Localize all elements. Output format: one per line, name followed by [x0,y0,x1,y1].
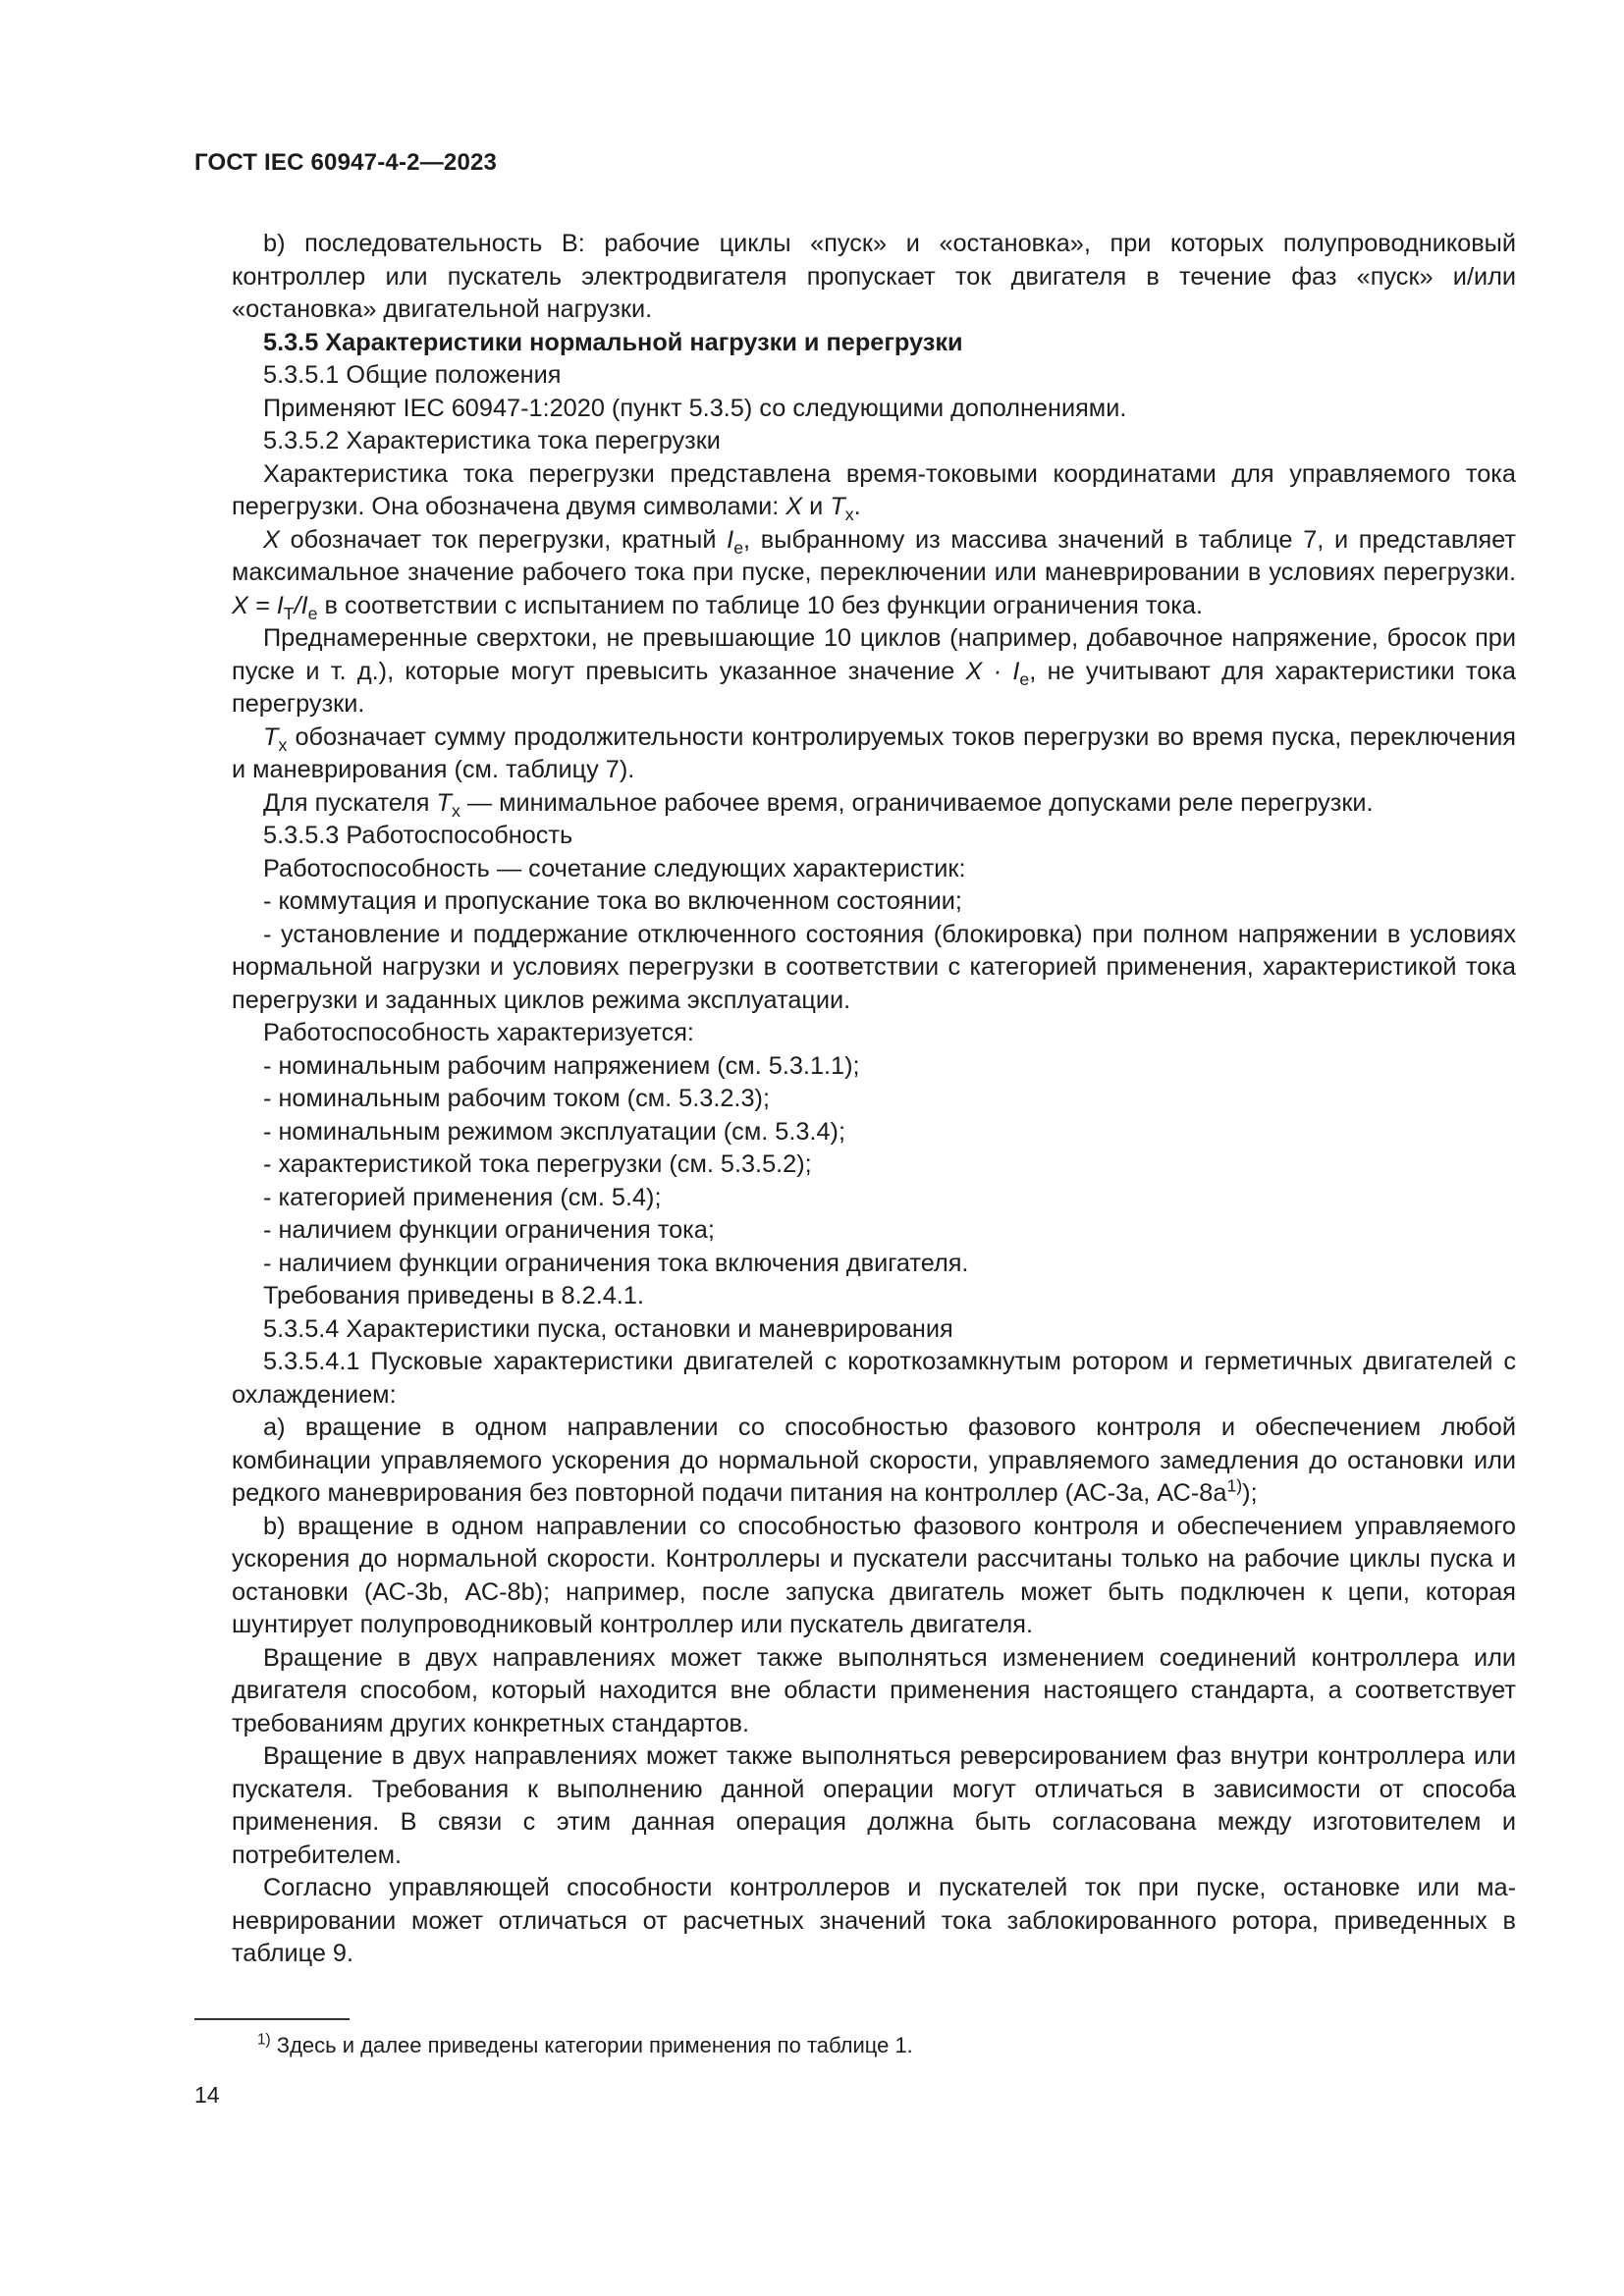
footnote-mark: 1) [257,2031,271,2049]
paragraph: Вращение в двух направлениях может также выполняться изменением соединений контроллера или двигателя способом, который находится вне области применения настоящего стандарта, а соответствует требованиям других конкретных стандартов. [232,1643,1516,1737]
paragraph: X обозначает ток перегрузки, кратный $I_e$, выбранному из массива значений в таблице 7, и представляет максимальное значение рабочего тока при пуске, переключении или маневрировании в условиях перегрузки. $X = I_T/I_e$ в соответствии с испытанием по таблице 10 без функции ограничения тока. [232,525,1516,623]
list-item: - номинальным рабочим напряжением (см. 5.3.1.1); [263,1051,860,1080]
document-header: ГОСТ IEC 60947-4-2—2023 [194,149,498,176]
list-item: - характеристикой тока перегрузки (см. 5.3.5.2); [263,1150,812,1178]
section-heading: 5.3.5 Характеристики нормальной нагрузки и перегрузки [263,328,963,356]
list-item: - установление и поддержание отключенного состояния (блокировка) при полном напряжении в условиях нормальной нагрузки и условиях перегрузки в соответствии с категорией применения, характеристикой тока перегрузки и заданных циклов режима эксплуатации. [232,920,1516,1014]
document-body [232,228,1516,1971]
page-number: 14 [194,2082,220,2108]
paragraph: Согласно управляющей способности контроллеров и пускателей ток при пуске, остановке или маневрировании может отличаться от расчетных значений тока заблокированного ротора, приведенных в таблице 9. [232,1874,1516,1967]
paragraph: Вращение в двух направлениях может также выполняться реверсированием фаз внутри контроллера или пускателя. Требования к выполнению данной операции могут отличаться в зависимости от способа применения. В связи с этим данная операция должна быть согласована между изготовителем и потребителем. [232,1742,1516,1869]
paragraph: Характеристика тока перегрузки представлена время-токовыми координатами для управляемого тока перегрузки. Она обозначена двумя символами: X и $T_x$. [232,459,1516,525]
paragraph: b) последовательность В: рабочие циклы «пуск» и «остановка», при которых полупроводниковый контроллер или пускатель электродвигателя пропускает ток двигателя в течение фаз «пуск» и/или «остановка» двигательной нагрузки. [232,230,1516,323]
footnote-separator [194,2018,350,2020]
list-item: - категорией применения (см. 5.4); [263,1183,662,1211]
subsection-heading: 5.3.5.2 Характеристика тока перегрузки [263,427,721,454]
footnote-text: Здесь и далее приведены категории применения по таблице 1. [270,2033,913,2057]
paragraph: Работоспособность — сочетание следующих характеристик: [263,854,966,882]
paragraph: Требования приведены в 8.2.4.1. [263,1282,644,1309]
paragraph: $T_x$ обозначает сумму продолжительности контролируемых токов перегрузки во время пуска, переключения и маневрирования (см. таблицу 7). [232,722,1516,783]
subsection-heading: 5.3.5.1 Общие положения [263,361,562,389]
paragraph: Работоспособность характеризуется: [263,1019,694,1046]
paragraph: Для пускателя $T_x$ — минимальное рабочее время, ограничиваемое допусками реле перегрузки. [263,788,1374,821]
footnote-reference[interactable]: 1) [1226,1475,1243,1496]
list-item: - наличием функции ограничения тока; [263,1216,715,1244]
subsection-heading: 5.3.5.4 Характеристики пуска, остановки и маневрирования [263,1314,953,1343]
list-item: а) вращение в одном направлении со способностью фазового контроля и обеспечением любой комбинации управляемого ускорения до нормальной скорости, управляемого замедления до остановки или редкого маневрирования без повторной подачи питания на контроллер (АС-3а, $АС-8а^{1)}$); [232,1414,1516,1507]
paragraph: Применяют IEC 60947-1:2020 (пункт 5.3.5) со следующими дополнениями. [263,394,1127,422]
list-item: - коммутация и пропускание тока во включенном состоянии; [263,887,962,915]
list-item: - номинальным режимом эксплуатации (см. 5.3.4); [263,1117,845,1146]
footnote [257,2032,913,2059]
list-item: - наличием функции ограничения тока включения двигателя. [263,1249,969,1277]
list-item: - номинальным рабочим током (см. 5.3.2.3); [263,1085,770,1112]
subsection-heading: 5.3.5.3 Работоспособность [263,822,573,849]
list-item: b) вращение в одном направлении со способностью фазового контроля и обеспечением управляемого ускорения до нормальной скорости. Контроллеры и пускатели рассчитаны только на рабочие циклы пуска и остановки (АС-3b, АС-8b); например, после запуска двигатель может быть подключен к цепи, которая шунтирует полупроводниковый контроллер или пускатель двигателя. [232,1512,1516,1638]
paragraph: 5.3.5.4.1 Пусковые характеристики двигателей с короткозамкнутым ротором и герметичных двигателей с охлаждением: [232,1348,1516,1409]
paragraph: Преднамеренные сверхтоки, не превышающие 10 циклов (например, добавочное напряжение, бросок при пуске и т. д.), которые могут превысить указанное значение $X \cdot I_e$, не учитывают для характеристики тока перегрузки. [232,624,1516,718]
